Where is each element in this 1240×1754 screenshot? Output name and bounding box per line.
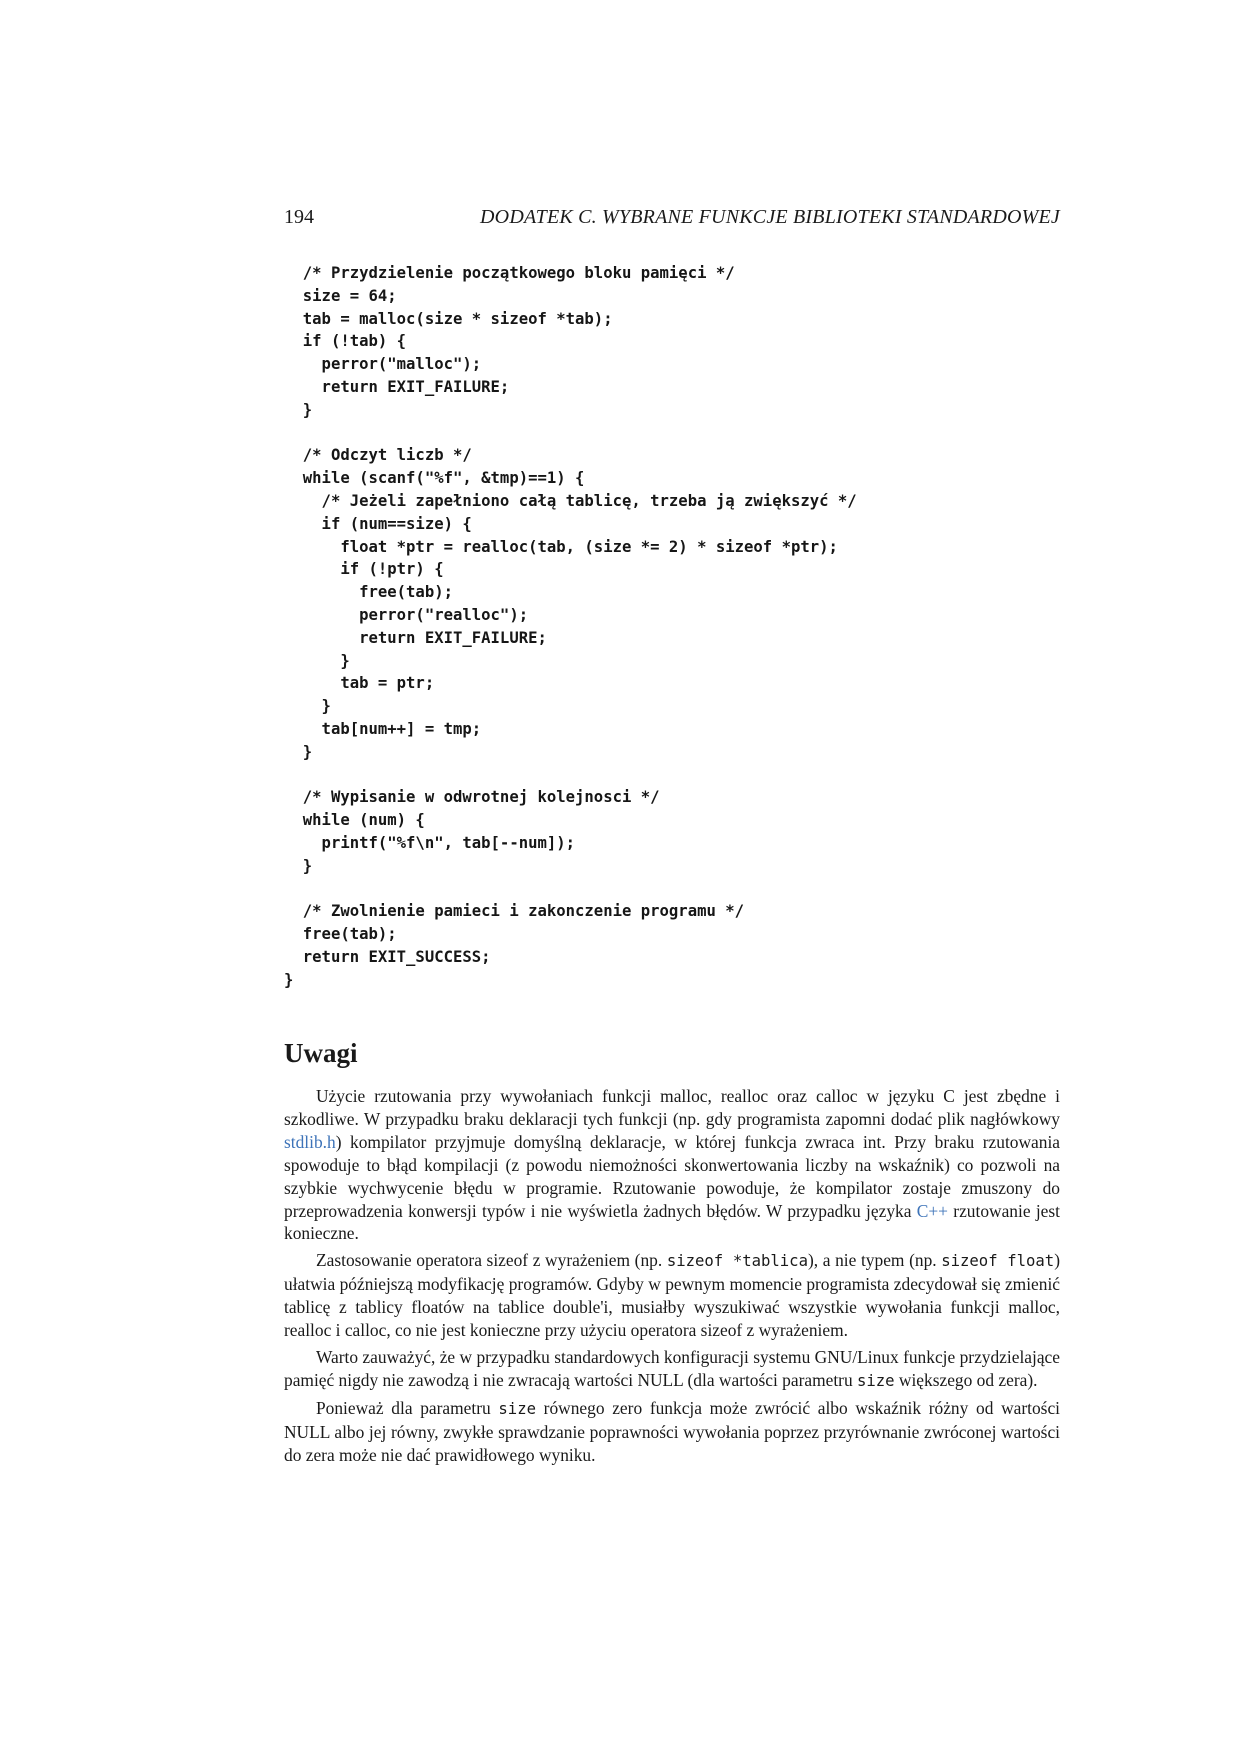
note-text: Użycie rzutowania przy wywołaniach funkcji malloc, realloc oraz calloc w języku C jest zbędne i szkodliwe. W przypadku braku deklaracji tych funkcji (np. gdy programista zapomni dodać plik nagłówkowy	[284, 1086, 1060, 1129]
section-title: Uwagi	[284, 1038, 358, 1068]
notes-section	[284, 1085, 1060, 1471]
page-header	[284, 200, 1060, 234]
note-paragraph-3	[284, 1346, 1060, 1393]
inline-code: sizeof float	[941, 1252, 1055, 1271]
note-text: równego zero funkcja może zwrócić albo wskaźnik różny od wartości NULL albo jej równy, zwykłe sprawdzanie poprawności wywołania poprzez przyrównanie zwróconej wartości do zera może nie dać prawidłowego wyniku.	[284, 1397, 1061, 1465]
code-line: /* Zwolnienie pamieci i zakonczenie programu */	[284, 902, 745, 921]
note-text: ) kompilator przyjmuje domyślną deklaracje, w której funkcja zwraca int. Przy braku rzutowania spowoduje to błąd kompilacji (z powodu niemożności skonwertowania liczby na wskaźnik) co pozwoli na szybkie wychwycenie błędu w programie. Rzutowanie powoduje, że kompilator zostaje zmuszony do przeprowadzenia konwersji typów i nie wyświetla żadnych błędów. W przypadku języka	[284, 1131, 1060, 1221]
note-text: Ponieważ dla parametru	[316, 1397, 499, 1418]
code-line: return EXIT_FAILURE;	[284, 628, 547, 647]
code-line: /* Wypisanie w odwrotnej kolejnosci */	[284, 788, 660, 807]
inline-code: size	[857, 1371, 895, 1390]
code-line: /* Odczyt liczb */	[284, 446, 472, 465]
code-line: perror("realloc");	[284, 605, 529, 624]
code-line: /* Przydzielenie początkowego bloku pamięci */	[284, 264, 735, 282]
code-line: size = 64;	[284, 286, 397, 305]
note-text: Zastosowanie operatora sizeof z wyrażeniem (np.	[316, 1250, 667, 1271]
note-paragraph-4	[284, 1397, 1060, 1467]
note-text: Warto zauważyć, że w przypadku standardowych konfiguracji systemu GNU/Linux funkcje przydzielające pamięć nigdy nie zawodzą i nie zwracają wartości NULL (dla wartości parametru	[284, 1346, 1060, 1390]
code-line: while (scanf("%f", &tmp)==1) {	[284, 469, 585, 488]
page-number: 194	[284, 206, 314, 228]
code-line: }	[284, 856, 313, 875]
stdlib-link[interactable]: stdlib.h	[284, 1131, 336, 1152]
inline-code: size	[498, 1399, 536, 1418]
code-line	[284, 764, 1084, 787]
inline-code: sizeof *tablica	[666, 1252, 808, 1271]
code-line: }	[284, 651, 350, 670]
code-listing	[284, 262, 1084, 992]
code-line: }	[284, 697, 331, 716]
code-line: }	[284, 400, 313, 419]
code-line: return EXIT_FAILURE;	[284, 377, 510, 396]
code-line: return EXIT_SUCCESS;	[284, 947, 491, 966]
code-line	[284, 878, 1084, 901]
code-line: /* Jeżeli zapełniono całą tablicę, trzeba ją zwiększyć */	[284, 491, 857, 510]
note-text: większego od zera).	[894, 1369, 1038, 1390]
code-line	[284, 422, 1084, 445]
note-paragraph-2	[284, 1249, 1060, 1342]
code-line: printf("%f\n", tab[--num]);	[284, 833, 576, 852]
code-line: if (!ptr) {	[284, 560, 444, 579]
code-line: tab = malloc(size * sizeof *tab);	[284, 309, 613, 328]
cpp-link[interactable]: C++	[916, 1200, 948, 1221]
code-line: }	[284, 970, 294, 989]
code-line: perror("malloc");	[284, 355, 482, 374]
code-line: if (num==size) {	[284, 514, 472, 533]
code-line: }	[284, 742, 313, 761]
code-line: free(tab);	[284, 925, 397, 944]
running-title: DODATEK C. WYBRANE FUNKCJE BIBLIOTEKI STANDARDOWEJ	[480, 206, 1060, 228]
code-line: while (num) {	[284, 811, 425, 830]
code-line: free(tab);	[284, 583, 453, 602]
note-text: ), a nie typem (np.	[807, 1250, 942, 1271]
note-text: ) ułatwia późniejszą modyfikację programów. Gdyby w pewnym momencie programista zdecydował się zmienić tablicę z tablicy floatów na tablice double'i, musiałby wyszukiwać wszystkie wywołania funkcji malloc, realloc i calloc, co nie jest konieczne przy użyciu operatora sizeof z wyrażeniem.	[284, 1250, 1060, 1341]
note-paragraph-1	[284, 1085, 1060, 1245]
code-line: tab[num++] = tmp;	[284, 719, 482, 738]
note-text: rzutowanie jest konieczne.	[284, 1200, 1060, 1244]
code-line: if (!tab) {	[284, 332, 407, 351]
code-line: tab = ptr;	[284, 674, 435, 693]
code-line: float *ptr = realloc(tab, (size *= 2) * sizeof *ptr);	[284, 537, 838, 556]
